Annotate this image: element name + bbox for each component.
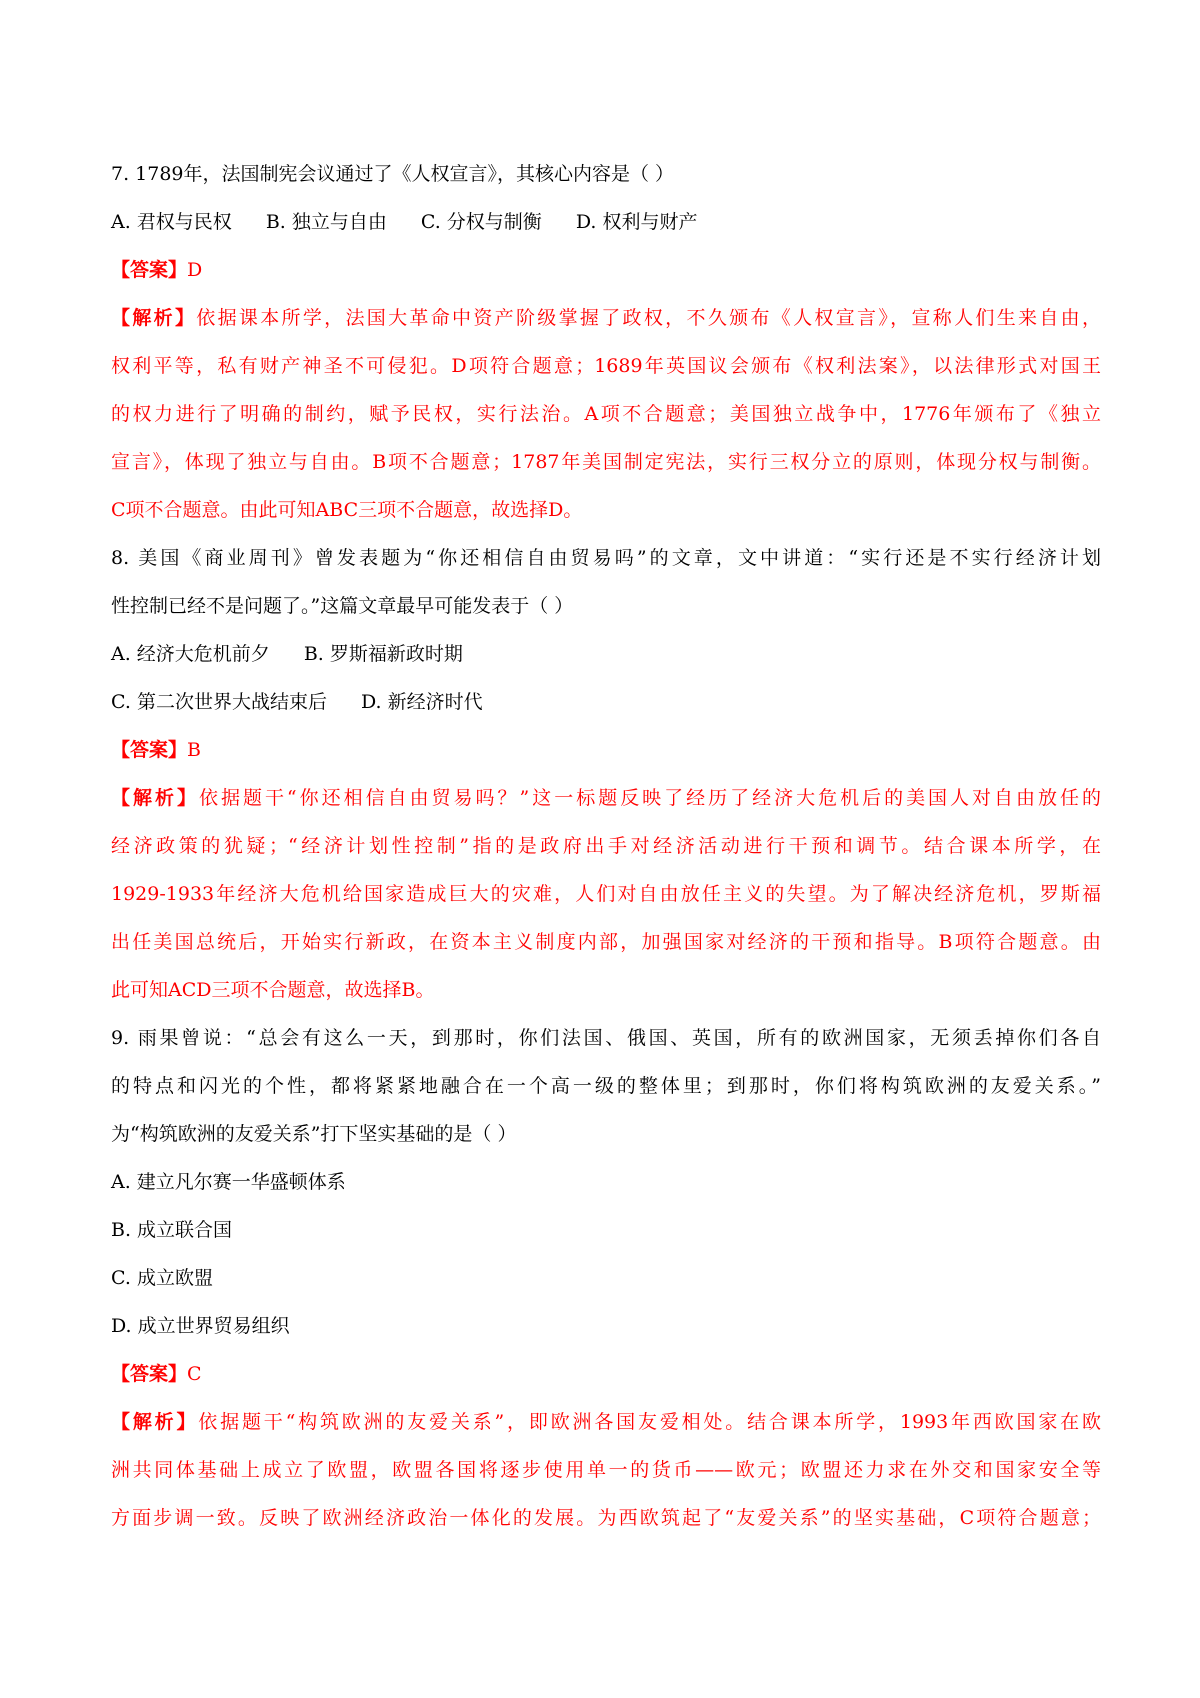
question-stem: 为“构筑欧洲的友爱关系”打下坚实基础的是（ ） (111, 1123, 517, 1145)
question-content (111, 150, 1101, 1542)
option-b: B. 独立与自由 (265, 211, 387, 233)
analysis-line: 宣言》，体现了独立与自由。B项不合题意；1787年美国制定宪法，实行三权分立的原则，体现分权与制衡。 (111, 451, 1101, 473)
option-d: D. 权利与财产 (575, 211, 698, 233)
analysis-line: C项不合题意。由此可知ABC三项不合题意，故选择D。 (111, 499, 583, 521)
question-stem: 8. 美国《商业周刊》曾发表题为“你还相信自由贸易吗”的文章，文中讲道：“实行还是不实行经济计划 (111, 547, 1101, 569)
question-stem: 7. 1789年，法国制宪会议通过了《人权宣言》，其核心内容是（ ） (111, 163, 675, 185)
analysis-line: 方面步调一致。反映了欧洲经济政治一体化的发展。为西欧筑起了“友爱关系”的坚实基础，C项符合题意； (111, 1507, 1101, 1529)
option-d: D. 成立世界贸易组织 (111, 1315, 290, 1337)
option-c: C. 第二次世界大战结束后 (111, 691, 327, 713)
option-a: A. 经济大危机前夕 (111, 643, 270, 665)
analysis-tag: 【解析】 (111, 1411, 199, 1433)
options-row (111, 678, 1101, 726)
analysis-tag: 【解析】 (111, 787, 199, 809)
option-b: B. 罗斯福新政时期 (303, 643, 463, 665)
analysis-line: 的权力进行了明确的制约，赋予民权，实行法治。A项不合题意；美国独立战争中，1776年颁布了《独立 (111, 403, 1101, 425)
option-c: C. 分权与制衡 (420, 211, 542, 233)
answer-value: C (187, 1363, 202, 1385)
question-7 (111, 150, 1101, 534)
question-stem: 的特点和闪光的个性，都将紧紧地融合在一个高一级的整体里；到那时，你们将构筑欧洲的友爱关系。” (111, 1075, 1101, 1097)
analysis-line: 经济政策的犹疑；“经济计划性控制”指的是政府出手对经济活动进行干预和调节。结合课本所学，在 (111, 835, 1101, 857)
option-a: A. 君权与民权 (111, 211, 232, 233)
analysis-text: 依据课本所学，法国大革命中资产阶级掌握了政权，不久颁布《人权宣言》，宣称人们生来自由， (196, 307, 1101, 329)
analysis-line (111, 774, 1101, 822)
answer-tag: 【答案】 (111, 259, 188, 281)
analysis-line: 洲共同体基础上成立了欧盟，欧盟各国将逐步使用单一的货币——欧元；欧盟还力求在外交和国家安全等 (111, 1459, 1101, 1481)
question-8 (111, 534, 1101, 1014)
answer-value: B (187, 739, 201, 761)
answer-tag: 【答案】 (111, 1363, 188, 1385)
question-9 (111, 1014, 1101, 1542)
analysis-line (111, 294, 1101, 342)
options-row (111, 198, 1101, 246)
question-stem: 性控制已经不是问题了。”这篇文章最早可能发表于（ ） (111, 595, 574, 617)
analysis-line: 出任美国总统后，开始实行新政，在资本主义制度内部，加强国家对经济的干预和指导。B项符合题意。由 (111, 931, 1101, 953)
answer-line (111, 246, 1101, 294)
options-row (111, 630, 1101, 678)
option-d: D. 新经济时代 (360, 691, 483, 713)
question-stem: 9. 雨果曾说：“总会有这么一天，到那时，你们法国、俄国、英国，所有的欧洲国家，无须丢掉你们各自 (111, 1027, 1101, 1049)
analysis-line: 1929-1933年经济大危机给国家造成巨大的灾难，人们对自由放任主义的失望。为了解决经济危机，罗斯福 (111, 883, 1101, 905)
analysis-text: 依据题干“你还相信自由贸易吗？”这一标题反映了经历了经济大危机后的美国人对自由放任的 (198, 787, 1101, 809)
analysis-text: 依据题干“构筑欧洲的友爱关系”，即欧洲各国友爱相处。结合课本所学，1993年西欧国家在欧 (198, 1411, 1101, 1433)
analysis-line: 权利平等，私有财产神圣不可侵犯。D项符合题意；1689年英国议会颁布《权利法案》，以法律形式对国王 (111, 355, 1101, 377)
option-b: B. 成立联合国 (111, 1219, 233, 1241)
option-a: A. 建立凡尔赛一华盛顿体系 (111, 1171, 346, 1193)
analysis-tag: 【解析】 (111, 307, 197, 329)
answer-value: D (187, 259, 203, 281)
answer-line (111, 1350, 1101, 1398)
option-c: C. 成立欧盟 (111, 1267, 213, 1289)
answer-line (111, 726, 1101, 774)
answer-tag: 【答案】 (111, 739, 188, 761)
analysis-line: 此可知ACD三项不合题意，故选择B。 (111, 979, 435, 1001)
analysis-line (111, 1398, 1101, 1446)
